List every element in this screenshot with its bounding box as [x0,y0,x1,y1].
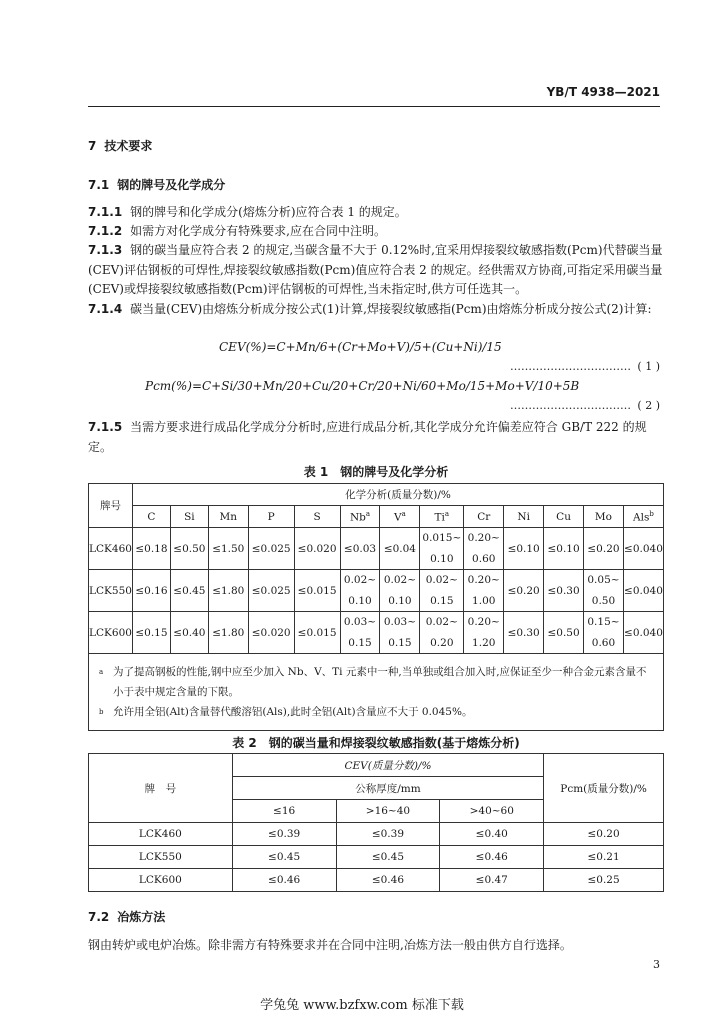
col-header-als: Als$^b$ [623,506,663,528]
table-cell: 0.20~ [464,612,504,633]
formula-2-number: ( 2 ) [637,399,660,412]
table-cell: ≤0.015 [294,612,340,654]
col-header: >40~60 [440,800,544,823]
table-cell: 0.03~ [380,612,420,633]
table-cell: ≤0.46 [440,846,544,869]
table-cell: 0.20 [420,633,464,654]
col-header: Cr [464,506,504,528]
table-cell: 0.02~ [380,570,420,591]
standard-code: YB/T 4938—2021 [546,85,660,99]
col-header: Cu [544,506,584,528]
table-1 [88,483,664,731]
table-cell: ≤0.015 [294,570,340,612]
table-cell: 0.15 [420,591,464,612]
grade-cell: LCK550 [89,570,133,612]
table-cell: ≤0.18 [132,528,170,570]
table-1-caption: 表 1 钢的牌号及化学分析 [303,465,449,479]
formula-2: Pcm(%)=C+Si/30+Mn/20+Cu/20+Cr/20+Ni/60+Mo/15+Mo+V/10+5B [145,379,580,393]
table-cell: ≤0.47 [440,869,544,892]
table-cell: 0.02~ [420,612,464,633]
col-header: S [294,506,340,528]
footnote-mark: b [649,509,654,518]
col-header-v: $V^a$ [380,506,420,528]
clause-text: 碳当量(CEV)由熔炼分析成分按公式(1)计算,焊接裂纹敏感指(Pcm)由熔炼分析成分按公式(2)计算: [130,302,652,316]
footnote-mark: a [99,668,104,676]
grade-cell: LCK460 [89,528,133,570]
pcm-header: Pcm(质量分数)/% [544,754,664,823]
table-cell: 0.60 [464,549,504,570]
table-cell: 0.15 [340,633,380,654]
table-cell: ≤0.30 [504,612,544,654]
section-number: 7.1 [88,178,110,192]
table-cell: ≤0.20 [504,570,544,612]
table-cell: 0.15~ [584,612,624,633]
footnote-mark: a [401,509,406,518]
clause-number: 7.1.1 [88,205,123,219]
section-title: 冶炼方法 [117,910,166,924]
table-2 [88,753,664,892]
table-cell: ≤0.025 [248,528,294,570]
footnote-b [99,702,653,722]
col-header: P [248,506,294,528]
table-cell: 0.20~ [464,528,504,549]
clause-text: 当需方要求进行成品化学成分分析时,应进行成品分析,其化学成分允许偏差应符合 GB/T 222 的规定。 [88,420,647,454]
table-cell: ≤0.10 [544,528,584,570]
footnote-mark: b [99,708,104,716]
clause-number: 7.1.2 [88,224,123,238]
grade-cell: LCK600 [89,869,233,892]
table-cell: ≤0.45 [232,846,336,869]
section-number: 7 [88,139,97,153]
formula-1-number: ( 1 ) [637,360,660,373]
table-cell: ≤0.040 [623,570,663,612]
table-cell: 0.02~ [420,570,464,591]
table-cell: ≤0.04 [380,528,420,570]
col-header: >16~40 [336,800,440,823]
clause-7-1-4 [88,300,664,320]
table-cell: ≤0.21 [544,846,664,869]
col-header-nb: Nb$^a$ [340,506,380,528]
table-cell: 0.60 [584,633,624,654]
table-row [89,528,664,549]
formula-1-leader: …………………………… [510,360,631,373]
col-header: Si [170,506,208,528]
section-title: 技术要求 [104,139,153,153]
formula-2-leader: …………………………… [510,399,631,412]
table-cell: ≤1.80 [208,570,248,612]
grade-header: 牌号 [89,484,133,528]
table-cell: ≤0.20 [584,528,624,570]
header-rule [88,106,660,107]
table-cell: ≤0.39 [232,823,336,846]
col-header: ≤16 [232,800,336,823]
col-header: Mn [208,506,248,528]
table-cell: 1.00 [464,591,504,612]
table-cell: 0.10 [420,549,464,570]
table-cell: ≤0.20 [544,823,664,846]
table-cell: ≤0.03 [340,528,380,570]
table-row [89,869,664,892]
table-cell: 0.20~ [464,570,504,591]
table-cell: ≤0.10 [504,528,544,570]
clause-7-1-1 [88,203,664,223]
table-cell: ≤0.020 [294,528,340,570]
table-cell: 0.015~ [420,528,464,549]
table-cell: ≤0.40 [170,612,208,654]
table-cell: ≤0.040 [623,612,663,654]
table-cell: ≤0.025 [248,570,294,612]
clause-number: 7.1.3 [88,243,123,257]
footnote-mark: a [365,509,371,518]
clause-text: 如需方对化学成分有特殊要求,应在合同中注明。 [130,224,386,238]
table-cell: 0.15 [380,633,420,654]
table-cell: ≤0.020 [248,612,294,654]
section-7-heading [88,137,152,154]
table-2-caption: 表 2 钢的碳当量和焊接裂纹敏感指数(基于熔炼分析) [232,736,520,750]
table-cell: 0.03~ [340,612,380,633]
watermark: 学兔兔 www.bzfxw.com 标准下载 [260,998,464,1013]
grade-cell: LCK550 [89,846,233,869]
clause-number: 7.1.5 [88,420,123,434]
thickness-header: 公称厚度/mm [232,777,543,800]
group-header: 化学分析(质量分数)/% [132,484,663,506]
col-header: C [132,506,170,528]
footnote-text: 为了提高钢板的性能,钢中应至少加入 Nb、V、Ti 元素中一种,当单独或组合加入时,应保证至少一种合金元素含量不小于表中规定含量的下限。 [113,666,647,698]
clause-text: 钢的碳当量应符合表 2 的规定,当碳含量不大于 0.12%时,宜采用焊接裂纹敏感指数(Pcm)代替碳当量(CEV)评估钢板的可焊性,焊接裂纹敏感指数(Pcm)值应符合表 2 的规定。经供需双方协商,可指定采用碳当量(CEV)或焊接裂纹敏感指数(Pcm)评估钢板的可焊性,当未指定时,供方可任选其一。 [88,243,663,296]
section-7-1-heading [88,176,225,193]
table-cell: ≤0.45 [336,846,440,869]
formula-1: CEV(%)=C+Mn/6+(Cr+Mo+V)/5+(Cu+Ni)/15 [219,340,502,354]
col-header: Ni [504,506,544,528]
table-cell: ≤0.46 [336,869,440,892]
table-cell: ≤0.16 [132,570,170,612]
table-cell: ≤0.45 [170,570,208,612]
table-cell: ≤0.30 [544,570,584,612]
table-notes [89,654,664,731]
footnote-a [99,662,653,702]
table-cell: ≤0.50 [544,612,584,654]
clause-text: 钢的牌号和化学成分(熔炼分析)应符合表 1 的规定。 [130,205,407,219]
grade-cell: LCK460 [89,823,233,846]
table-cell: ≤0.040 [623,528,663,570]
table-cell: ≤0.50 [170,528,208,570]
table-row [89,823,664,846]
page-number: 3 [653,958,660,971]
table-cell: ≤0.46 [232,869,336,892]
table-cell: 1.20 [464,633,504,654]
clause-number: 7.1.4 [88,302,123,316]
clause-7-1-2 [88,222,664,242]
table-cell: 0.10 [380,591,420,612]
table-cell: ≤0.39 [336,823,440,846]
clause-7-1-5 [88,418,664,457]
table-row [89,612,664,633]
table-cell: ≤0.40 [440,823,544,846]
table-row [89,570,664,591]
table-cell: ≤0.15 [132,612,170,654]
table-cell: 0.05~ [584,570,624,591]
col-header: Mo [584,506,624,528]
section-title: 钢的牌号及化学成分 [117,178,226,192]
footnote-mark: a [444,509,450,518]
clause-7-2-text: 钢由转炉或电炉冶炼。除非需方有特殊要求并在合同中注明,冶炼方法一般由供方自行选择。 [88,938,572,952]
col-header-ti: Ti$^a$ [420,506,464,528]
table-cell: ≤1.50 [208,528,248,570]
cev-header: CEV(质量分数)/% [232,754,543,777]
table-cell: 0.02~ [340,570,380,591]
table-row [89,846,664,869]
table-cell: ≤1.80 [208,612,248,654]
footnote-text: 允许用全铝(Alt)含量替代酸溶铝(Als),此时全铝(Alt)含量应不大于 0.045%。 [113,706,473,718]
section-number: 7.2 [88,910,110,924]
table-cell: 0.10 [340,591,380,612]
section-7-2-heading [88,908,165,925]
clause-7-1-3 [88,241,664,300]
grade-cell: LCK600 [89,612,133,654]
grade-header: 牌 号 [89,754,233,823]
table-cell: ≤0.25 [544,869,664,892]
table-cell: 0.50 [584,591,624,612]
